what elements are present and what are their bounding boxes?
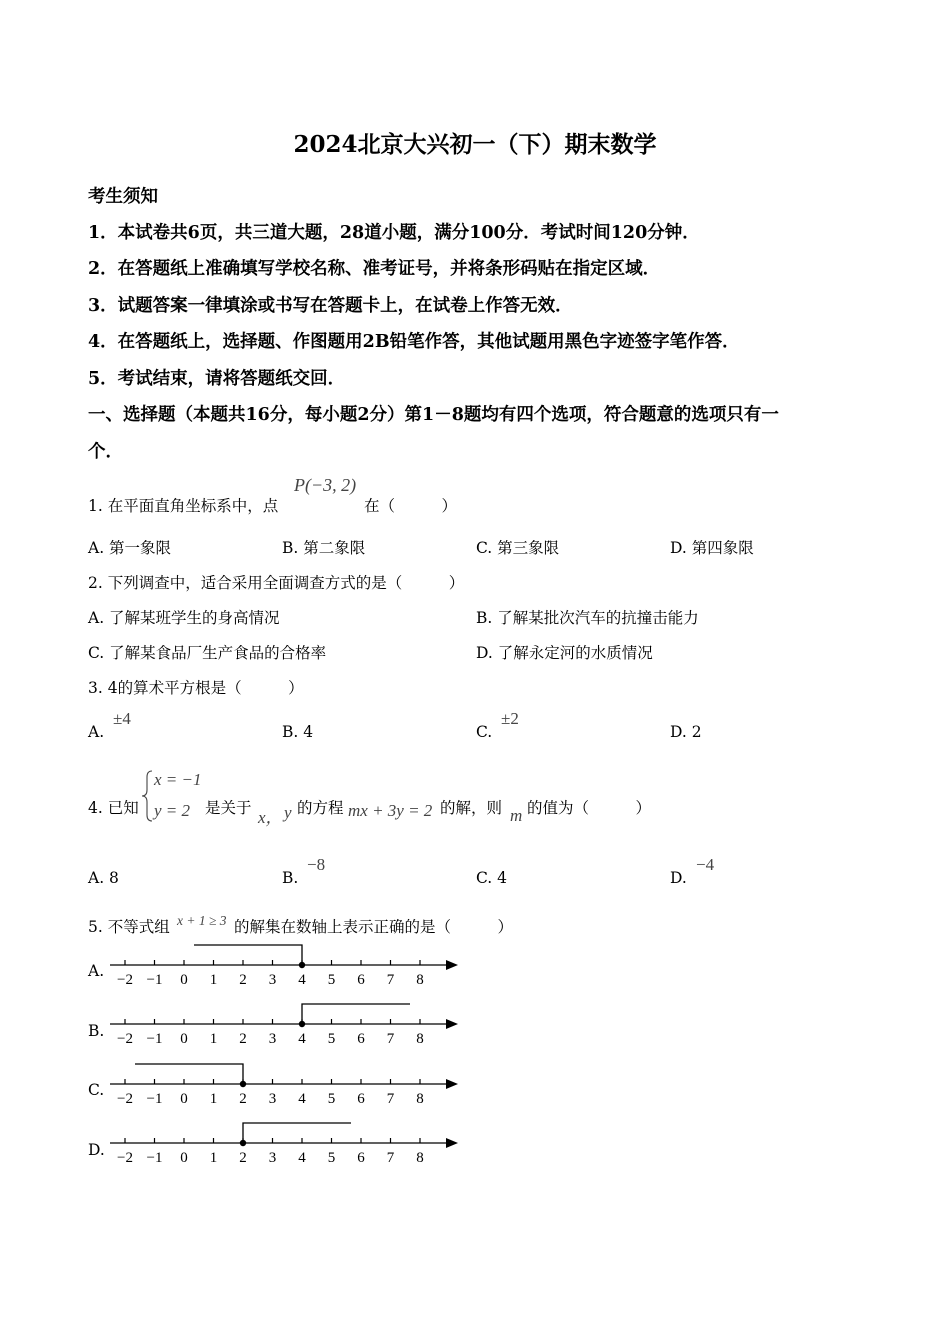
q4-option-b: B. [282, 869, 299, 887]
number-line-tick-label: −2 [117, 1150, 133, 1166]
q3-option-a: A. [88, 723, 105, 741]
number-line-tick-label: 5 [327, 1091, 336, 1107]
number-line-tick-label: −1 [146, 1031, 163, 1047]
number-line-tick-label: 5 [327, 972, 336, 988]
solution-endpoint [240, 1140, 246, 1146]
q1-option-d: D. 第四象限 [670, 539, 754, 557]
notice-heading: 考生须知 [88, 187, 158, 207]
number-line-tick-label: −2 [117, 972, 133, 988]
number-line-tick-label: 6 [357, 972, 365, 988]
q4-system-eq1: x = −1 [154, 770, 202, 789]
number-line-arrow [446, 960, 458, 970]
number-line-tick-label: 1 [209, 972, 218, 988]
number-line-tick-label: 3 [268, 1031, 277, 1047]
number-line-tick-label: 4 [298, 1091, 306, 1107]
q4-var-m: m [510, 806, 523, 825]
notice-item: 5．考试结束，请将答题纸交回． [88, 369, 346, 389]
number-line-tick-label: 4 [298, 1150, 306, 1166]
number-line-tick-label: 8 [416, 1091, 424, 1107]
q1-stem: 1. 在平面直角坐标系中，点 [88, 497, 279, 515]
q1-option-c: C. 第三象限 [476, 539, 560, 557]
section-heading: 一、选择题（本题共16分，每小题2分）第1－8题均有四个选项，符合题意的选项只有一 [88, 405, 779, 425]
q5-number-line-a [0, 940, 950, 995]
section-heading-cont: 个． [88, 442, 123, 462]
q3-option-d: D. 2 [670, 723, 702, 741]
number-line-tick-label: −2 [117, 1031, 133, 1047]
number-line-tick-label: 1 [209, 1150, 218, 1166]
q4-stem: 4. 已知 [88, 799, 139, 817]
solution-endpoint [299, 1021, 305, 1027]
number-line-tick-label: 3 [268, 1150, 277, 1166]
solution-ray [135, 1064, 243, 1084]
solution-ray [243, 1123, 351, 1143]
q4-var-y: y [284, 803, 292, 822]
q3-option-c-math: ±2 [501, 709, 519, 728]
notice-item: 1．本试卷共6页，共三道大题，28道小题，满分100分．考试时间120分钟． [88, 223, 700, 243]
number-line-tick-label: 1 [209, 1091, 218, 1107]
number-line-tick-label: −1 [146, 972, 163, 988]
q5-stem: 5. 不等式组 [88, 918, 170, 936]
q4-system-eq2: y = 2 [154, 801, 191, 820]
number-line-tick-label: 6 [357, 1091, 365, 1107]
solution-ray [302, 1004, 410, 1024]
q4-option-c: C. 4 [476, 869, 508, 887]
solution-ray [194, 945, 302, 965]
solution-endpoint [299, 962, 305, 968]
q4-option-a: A. 8 [88, 869, 119, 887]
q2-option-a: A. 了解某班学生的身高情况 [88, 609, 280, 627]
notice-item: 3．试题答案一律填涂或书写在答题卡上，在试卷上作答无效． [88, 296, 573, 316]
number-line-arrow [446, 1079, 458, 1089]
number-line-tick-label: 2 [239, 972, 247, 988]
number-line-arrow [446, 1019, 458, 1029]
q2-option-b: B. 了解某批次汽车的抗撞击能力 [476, 609, 699, 627]
q3-option-c: C. [476, 723, 493, 741]
number-line-tick-label: −2 [117, 1091, 133, 1107]
q4-text: 的解，则 [440, 799, 503, 817]
q1-stem-end: 在（ ） [364, 497, 458, 515]
number-line-tick-label: 7 [386, 1150, 395, 1166]
q4-var-x: x， [258, 808, 283, 827]
number-line-tick-label: 3 [268, 1091, 277, 1107]
q5-number-line-d [0, 1118, 950, 1173]
number-line-tick-label: 2 [239, 1031, 247, 1047]
number-line-tick-label: 8 [416, 1150, 424, 1166]
number-line-tick-label: 2 [239, 1091, 247, 1107]
q5-option-c: C. [88, 1081, 105, 1099]
q4-text: 的方程 [297, 799, 344, 817]
number-line-tick-label: 5 [327, 1031, 336, 1047]
number-line-tick-label: 0 [180, 1091, 188, 1107]
number-line-tick-label: 4 [298, 972, 306, 988]
q5-option-b: B. [88, 1022, 105, 1040]
number-line-tick-label: 4 [298, 1031, 306, 1047]
q3-option-b: B. 4 [282, 723, 314, 741]
number-line-tick-label: 0 [180, 972, 188, 988]
number-line-tick-label: −1 [146, 1150, 163, 1166]
number-line-tick-label: 6 [357, 1031, 365, 1047]
number-line-tick-label: 6 [357, 1150, 365, 1166]
q4-option-b-math: −8 [307, 855, 326, 874]
q5-number-line-b [0, 999, 950, 1054]
number-line-tick-label: 7 [386, 1031, 395, 1047]
number-line-tick-label: 0 [180, 1031, 188, 1047]
number-line-tick-label: −1 [146, 1091, 163, 1107]
q3-stem: 3. 4的算术平方根是（ ） [88, 679, 304, 697]
q4-equation: mx + 3y = 2 [348, 801, 433, 820]
q5-number-line-c [0, 1059, 950, 1114]
number-line-arrow [446, 1138, 458, 1148]
q1-option-a: A. 第一象限 [88, 539, 172, 557]
number-line-tick-label: 5 [327, 1150, 336, 1166]
q2-stem: 2. 下列调查中，适合采用全面调查方式的是（ ） [88, 574, 465, 592]
q4-system-brace [140, 769, 154, 823]
q4-option-d-math: −4 [696, 855, 715, 874]
q3-option-a-math: ±4 [113, 709, 131, 728]
number-line-tick-label: 7 [386, 1091, 395, 1107]
notice-item: 4．在答题纸上，选择题、作图题用2B铅笔作答，其他试题用黑色字迹签字笔作答． [88, 332, 740, 352]
q5-inequality: x + 1 ≥ 3 [177, 913, 227, 928]
q5-stem-end: 的解集在数轴上表示正确的是（ ） [234, 918, 514, 936]
q2-option-d: D. 了解永定河的水质情况 [476, 644, 653, 662]
number-line-tick-label: 1 [209, 1031, 218, 1047]
q5-option-d: D. [88, 1141, 105, 1159]
page-title: 2024北京大兴初一（下）期末数学 [293, 131, 657, 158]
number-line-tick-label: 3 [268, 972, 277, 988]
q1-point-math: P(−3, 2) [294, 475, 357, 495]
solution-endpoint [240, 1081, 246, 1087]
q4-stem-end: 的值为（ ） [527, 799, 652, 817]
q2-option-c: C. 了解某食品厂生产食品的合格率 [88, 644, 327, 662]
number-line-tick-label: 8 [416, 1031, 424, 1047]
q4-option-d: D. [670, 869, 687, 887]
notice-item: 2．在答题纸上准确填写学校名称、准考证号，并将条形码贴在指定区域． [88, 259, 661, 279]
number-line-tick-label: 8 [416, 972, 424, 988]
number-line-tick-label: 2 [239, 1150, 247, 1166]
number-line-tick-label: 0 [180, 1150, 188, 1166]
q4-text: 是关于 [205, 799, 252, 817]
q5-option-a: A. [88, 962, 105, 980]
number-line-tick-label: 7 [386, 972, 395, 988]
q1-option-b: B. 第二象限 [282, 539, 366, 557]
